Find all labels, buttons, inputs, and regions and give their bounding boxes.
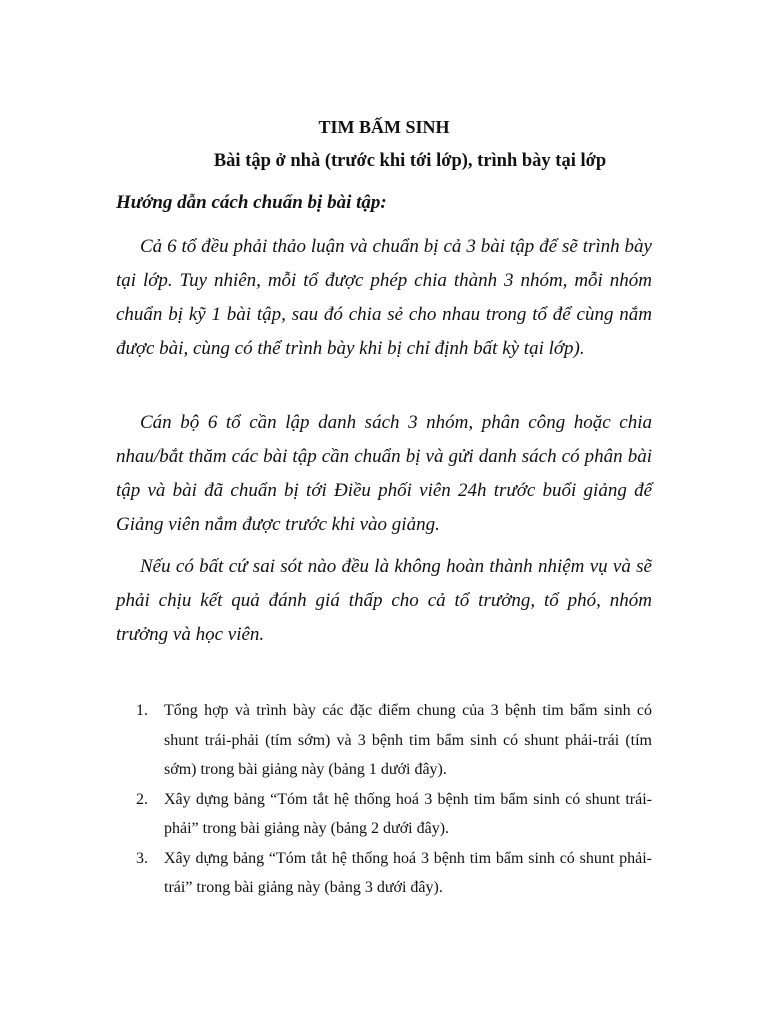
document-subtitle: Bài tập ở nhà (trước khi tới lớp), trình bày tại lớp (213, 151, 607, 171)
task-item (136, 785, 652, 844)
task-number: 1. (136, 702, 148, 719)
guide-heading: Hướng dẫn cách chuẩn bị bài tập: (116, 192, 387, 213)
task-text: Xây dựng bảng “Tóm tắt hệ thống hoá 3 bệnh tim bẩm sinh có shunt trái-phải” trong bài giảng này (bảng 2 dưới đây). (164, 790, 652, 837)
task-number: 2. (136, 790, 148, 808)
instruction-paragraph: Cả 6 tổ đều phải thảo luận và chuẩn bị cả 3 bài tập để sẽ trình bày tại lớp. Tuy nhiên, mỗi tổ được phép chia thành 3 nhóm, mỗi nhóm chuẩn bị kỹ 1 bài tập, sau đó chia sẻ cho nhau trong tổ để cùng nắm được bài, cùng có thể trình bày khi bị chỉ định bất kỳ tại lớp). (116, 236, 652, 359)
instruction-paragraph: Cán bộ 6 tổ cần lập danh sách 3 nhóm, phân công hoặc chia nhau/bắt thăm các bài tập cần chuẩn bị và gửi danh sách có phân bài tập và bài đã chuẩn bị tới Điều phối viên 24h trước buổi giảng để Giảng viên nắm được trước khi vào giảng. (116, 412, 652, 535)
instruction-paragraph: Nếu có bất cứ sai sót nào đều là không hoàn thành nhiệm vụ và sẽ phải chịu kết quả đánh giá thấp cho cả tổ trưởng, tổ phó, nhóm trưởng và học viên. (116, 556, 652, 645)
document-title: TIM BẤM SINH (318, 117, 450, 137)
task-text: Tổng hợp và trình bày các đặc điểm chung của 3 bệnh tim bẩm sinh có shunt trái-phải (tím sớm) và 3 bệnh tim bẩm sinh có shunt phải-trái (tím sớm) trong bài giảng này (bảng 1 dưới đây). (164, 702, 652, 778)
task-item (136, 844, 652, 903)
task-item (136, 696, 652, 785)
task-number: 3. (136, 849, 148, 867)
task-list (136, 696, 652, 903)
task-text: Xây dựng bảng “Tóm tắt hệ thống hoá 3 bệnh tim bẩm sinh có shunt phải-trái” trong bài giảng này (bảng 3 dưới đây). (164, 849, 652, 896)
